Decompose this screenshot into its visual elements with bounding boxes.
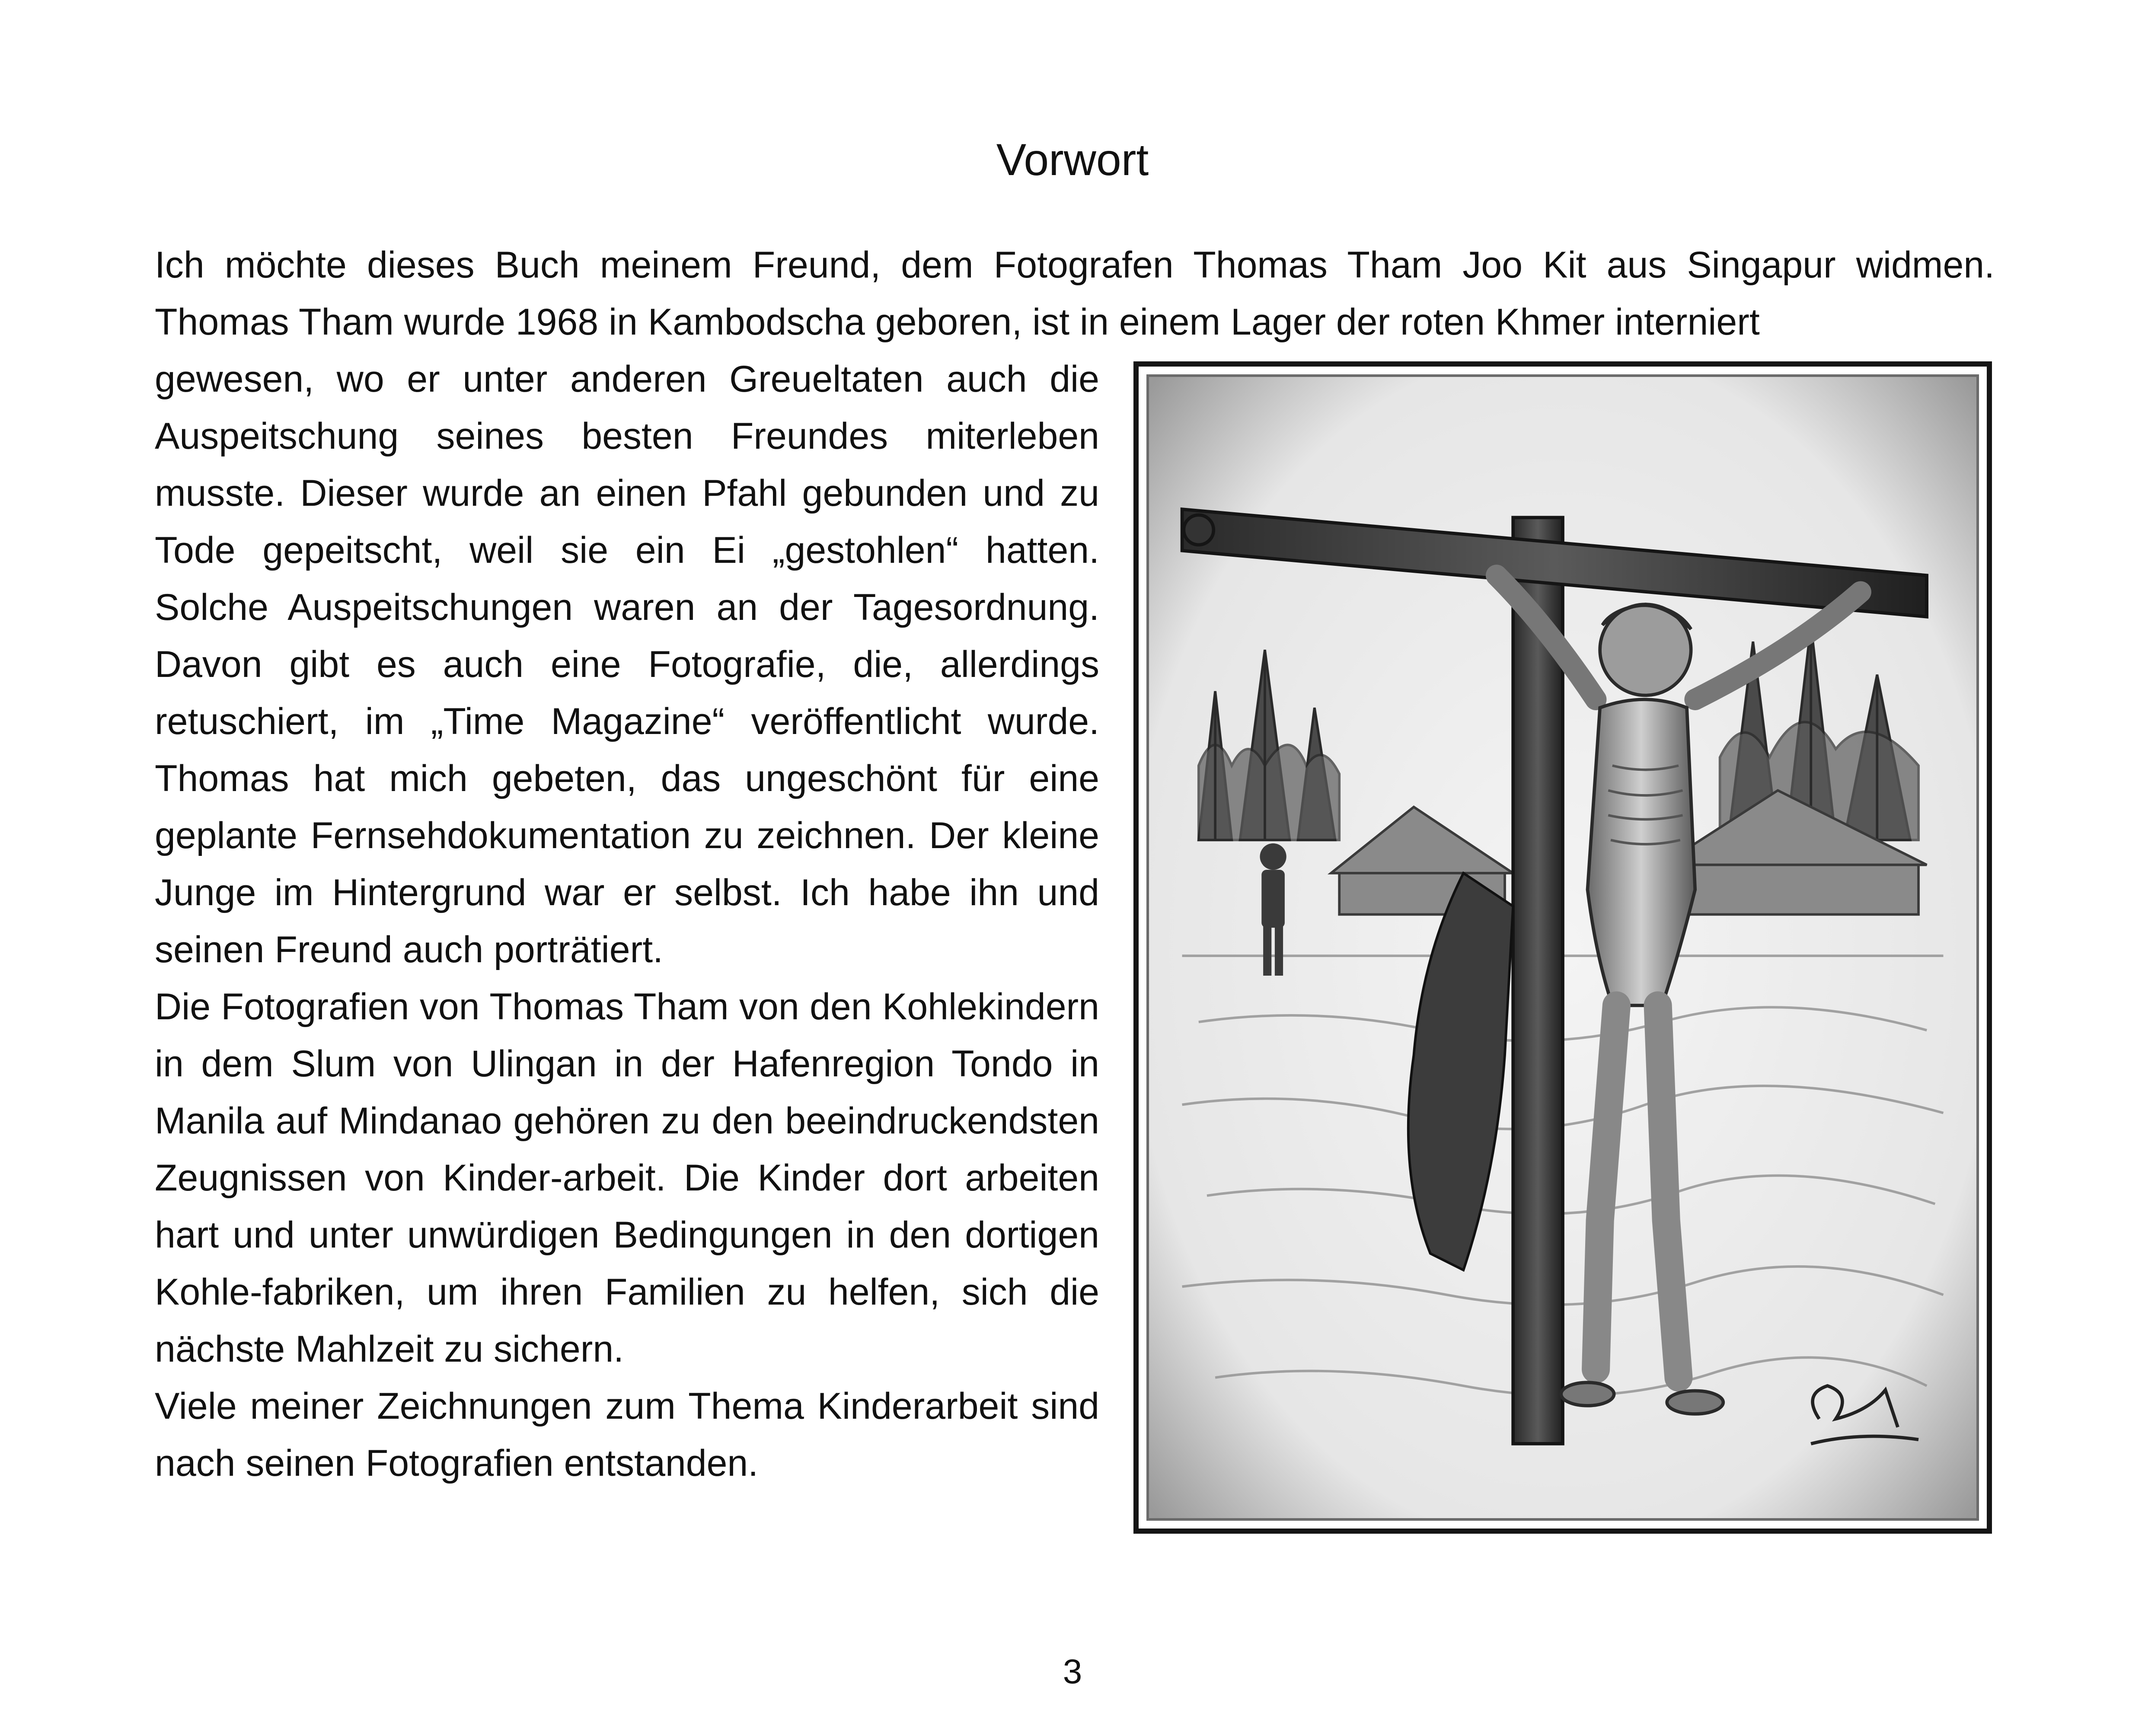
paragraph-3: Viele meiner Zeichnungen zum Thema Kinderarbeit sind nach seinen Fotografien entstanden. bbox=[155, 1385, 1099, 1484]
charcoal-drawing bbox=[1149, 377, 1976, 1518]
paragraph-1: gewesen, wo er unter anderen Greueltaten auch die Auspeitschung seines besten Freundes miterleben musste. Dieser wurde an einen Pfahl gebunden und zu Tode gepeitscht, weil sie ein Ei „gestohlen“ hatten. Solche Auspeitschungen waren an der Tagesordnung. Davon gibt es auch eine Fotografie, die, allerdings retuschiert, im „Time Magazine“ veröffentlicht wurde. Thomas hat mich gebeten, das ungeschönt für eine geplante Fernsehdokumentation zu zeichnen. Der kleine Junge im Hintergrund war er selbst. Ich habe ihn und seinen Freund auch porträtiert. bbox=[155, 358, 1099, 970]
page-title: Vorwort bbox=[996, 135, 1149, 185]
paragraph-2: Die Fotografien von Thomas Tham von den Kohlekindern in dem Slum von Ulingan in der Hafenregion Tondo in Manila auf Mindanao gehören zu den beeindruckendsten Zeugnissen von Kinder-arbeit. Die Kinder dort arbeiten hart und unter unwürdigen Bedingungen in den dortigen Kohle-fabriken, um ihren Familien zu helfen, sich die nächste Mahlzeit zu sichern. bbox=[155, 986, 1099, 1370]
drawing-inner-border bbox=[1146, 374, 1979, 1521]
text-column bbox=[155, 351, 1099, 1492]
intro-block bbox=[155, 236, 1995, 351]
drawing-frame bbox=[1133, 361, 1992, 1534]
page-number: 3 bbox=[1063, 1652, 1082, 1691]
intro-paragraph: Ich möchte dieses Buch meinem Freund, dem Fotografen Thomas Tham Joo Kit aus Singapur widmen. Thomas Tham wurde 1968 in Kambodscha geboren, ist in einem Lager der roten Khmer interniert bbox=[155, 244, 1995, 343]
